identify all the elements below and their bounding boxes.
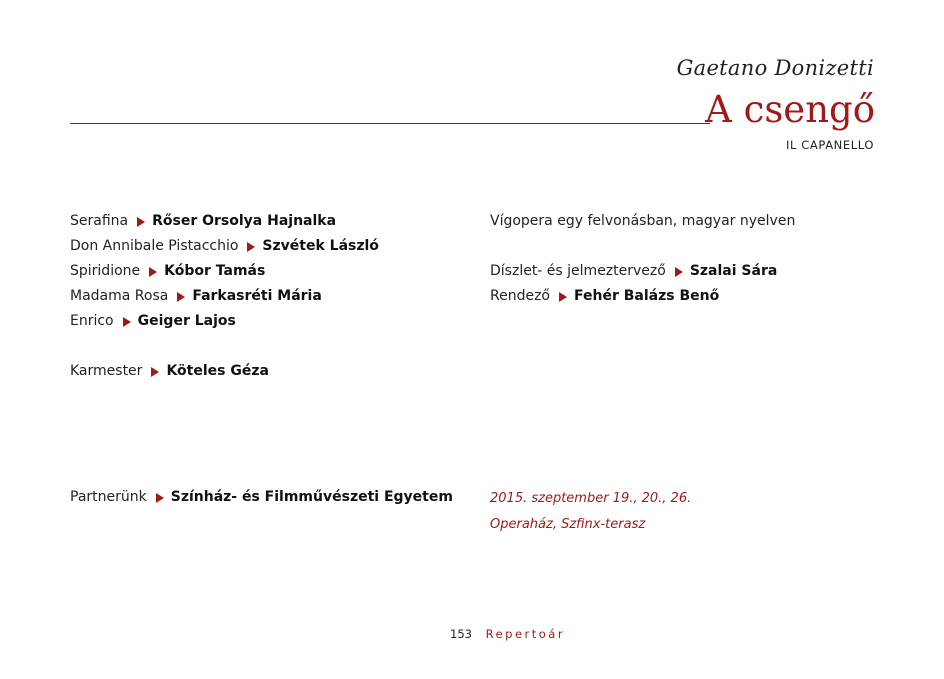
section-name: Repertoár — [485, 627, 566, 641]
production-info — [490, 209, 795, 309]
arrow-icon — [559, 292, 567, 302]
performance-venue: Operaház, Szfinx-terasz — [490, 517, 646, 532]
crew-role: Díszlet- és jelmeztervező — [490, 263, 666, 279]
title-rule — [70, 123, 710, 124]
cast-row — [70, 234, 379, 259]
arrow-icon — [247, 242, 255, 252]
cast-name: Kóbor Tamás — [164, 263, 266, 279]
cast-name: Geiger Lajos — [137, 313, 236, 329]
partner-row — [70, 485, 453, 510]
cast-list — [70, 209, 379, 384]
opera-description: Vígopera egy felvonásban, magyar nyelven — [490, 213, 796, 229]
crew-role: Rendező — [490, 288, 550, 304]
cast-row — [70, 309, 379, 334]
page-footer — [450, 627, 565, 641]
crew-name: Fehér Balázs Benő — [574, 288, 720, 304]
conductor-name: Köteles Géza — [166, 363, 269, 379]
cast-role: Don Annibale Pistacchio — [70, 238, 239, 254]
cast-name: Rőser Orsolya Hajnalka — [152, 213, 337, 229]
crew-row — [490, 259, 795, 284]
arrow-icon — [675, 267, 683, 277]
cast-row — [70, 259, 379, 284]
page-number: 153 — [450, 627, 472, 641]
opera-title: A csengő — [705, 88, 875, 131]
partner-name: Színház- és Filmművészeti Egyetem — [170, 489, 453, 505]
cast-role: Enrico — [70, 313, 114, 329]
cast-row — [70, 209, 379, 234]
partner-label: Partnerünk — [70, 489, 147, 505]
arrow-icon — [137, 217, 145, 227]
composer-name: Gaetano Donizetti — [676, 56, 874, 80]
conductor-role: Karmester — [70, 363, 143, 379]
cast-row — [70, 284, 379, 309]
crew-row — [490, 284, 795, 309]
spacer — [490, 234, 795, 259]
original-title: IL CAPANELLO — [786, 138, 874, 152]
spacer — [70, 334, 379, 359]
cast-name: Farkasréti Mária — [192, 288, 322, 304]
cast-name: Szvétek László — [262, 238, 379, 254]
cast-role: Spiridione — [70, 263, 141, 279]
arrow-icon — [151, 367, 159, 377]
description-row — [490, 209, 795, 234]
crew-name: Szalai Sára — [689, 263, 778, 279]
cast-role: Serafina — [70, 213, 129, 229]
arrow-icon — [177, 292, 185, 302]
conductor-row — [70, 359, 379, 384]
arrow-icon — [149, 267, 157, 277]
performance-info — [490, 486, 691, 538]
arrow-icon — [123, 317, 131, 327]
arrow-icon — [156, 493, 164, 503]
performance-dates: 2015. szeptember 19., 20., 26. — [490, 491, 692, 506]
cast-role: Madama Rosa — [70, 288, 169, 304]
